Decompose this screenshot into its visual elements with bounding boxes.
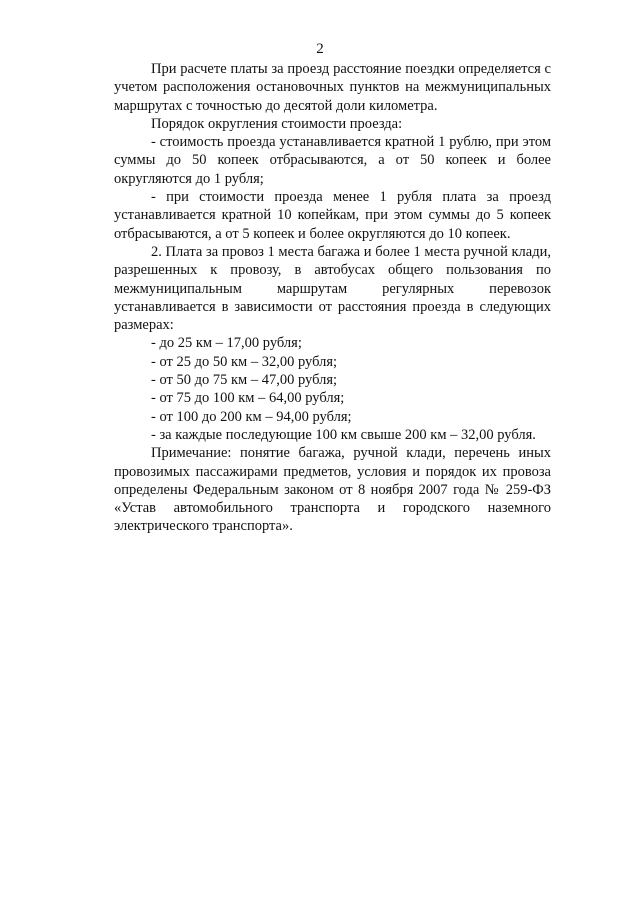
baggage-rate-list — [114, 334, 551, 444]
rate-item-each-100km-over-200km: - за каждые последующие 100 км свыше 200 км – 32,00 рубля. — [151, 426, 536, 443]
baggage-fee-paragraph: 2. Плата за провоз 1 места багажа и более 1 места ручной клади, разрешенных к провозу, в автобусах общего пользования по межмуниципальным маршрутам регулярных перевозок устанавливается в зависимости от расстояния проезда в следующих размерах: — [114, 243, 551, 334]
rate-item-75-100km: - от 75 до 100 км – 64,00 рубля; — [151, 390, 345, 407]
rate-item-up-to-25km: - до 25 км – 17,00 рубля; — [151, 335, 302, 352]
rounding-rule-2: - при стоимости проезда менее 1 рубля плата за проезд устанавливается кратной 10 копейкам, при этом суммы до 5 копеек отбрасываются, а от 5 копеек и более округляются до 10 копеек. — [114, 189, 551, 242]
rounding-heading: Порядок округления стоимости проезда: — [151, 115, 403, 132]
rate-item-50-75km: - от 50 до 75 км – 47,00 рубля; — [151, 372, 338, 389]
document-body — [114, 60, 551, 536]
distance-calculation-paragraph: При расчете платы за проезд расстояние поездки определяется с учетом расположения остановочных пунктов на межмуниципальных маршрутах с точностью до десятой доли километра. — [114, 61, 551, 114]
rate-item-100-200km: - от 100 до 200 км – 94,00 рубля; — [151, 408, 352, 425]
page-number: 2 — [316, 41, 324, 57]
rate-item-25-50km: - от 25 до 50 км – 32,00 рубля; — [151, 353, 338, 370]
rounding-rule-1: - стоимость проезда устанавливается кратной 1 рублю, при этом суммы до 50 копеек отбрасываются, а от 50 копеек и более округляются до 1 рубля; — [114, 134, 551, 187]
note-paragraph: Примечание: понятие багажа, ручной клади, перечень иных провозимых пассажирами предметов, условия и порядок их провоза определены Федеральным законом от 8 ноября 2007 года № 259-ФЗ «Устав автомобильного транспорта и городского наземного электрического транспорта». — [114, 445, 551, 535]
